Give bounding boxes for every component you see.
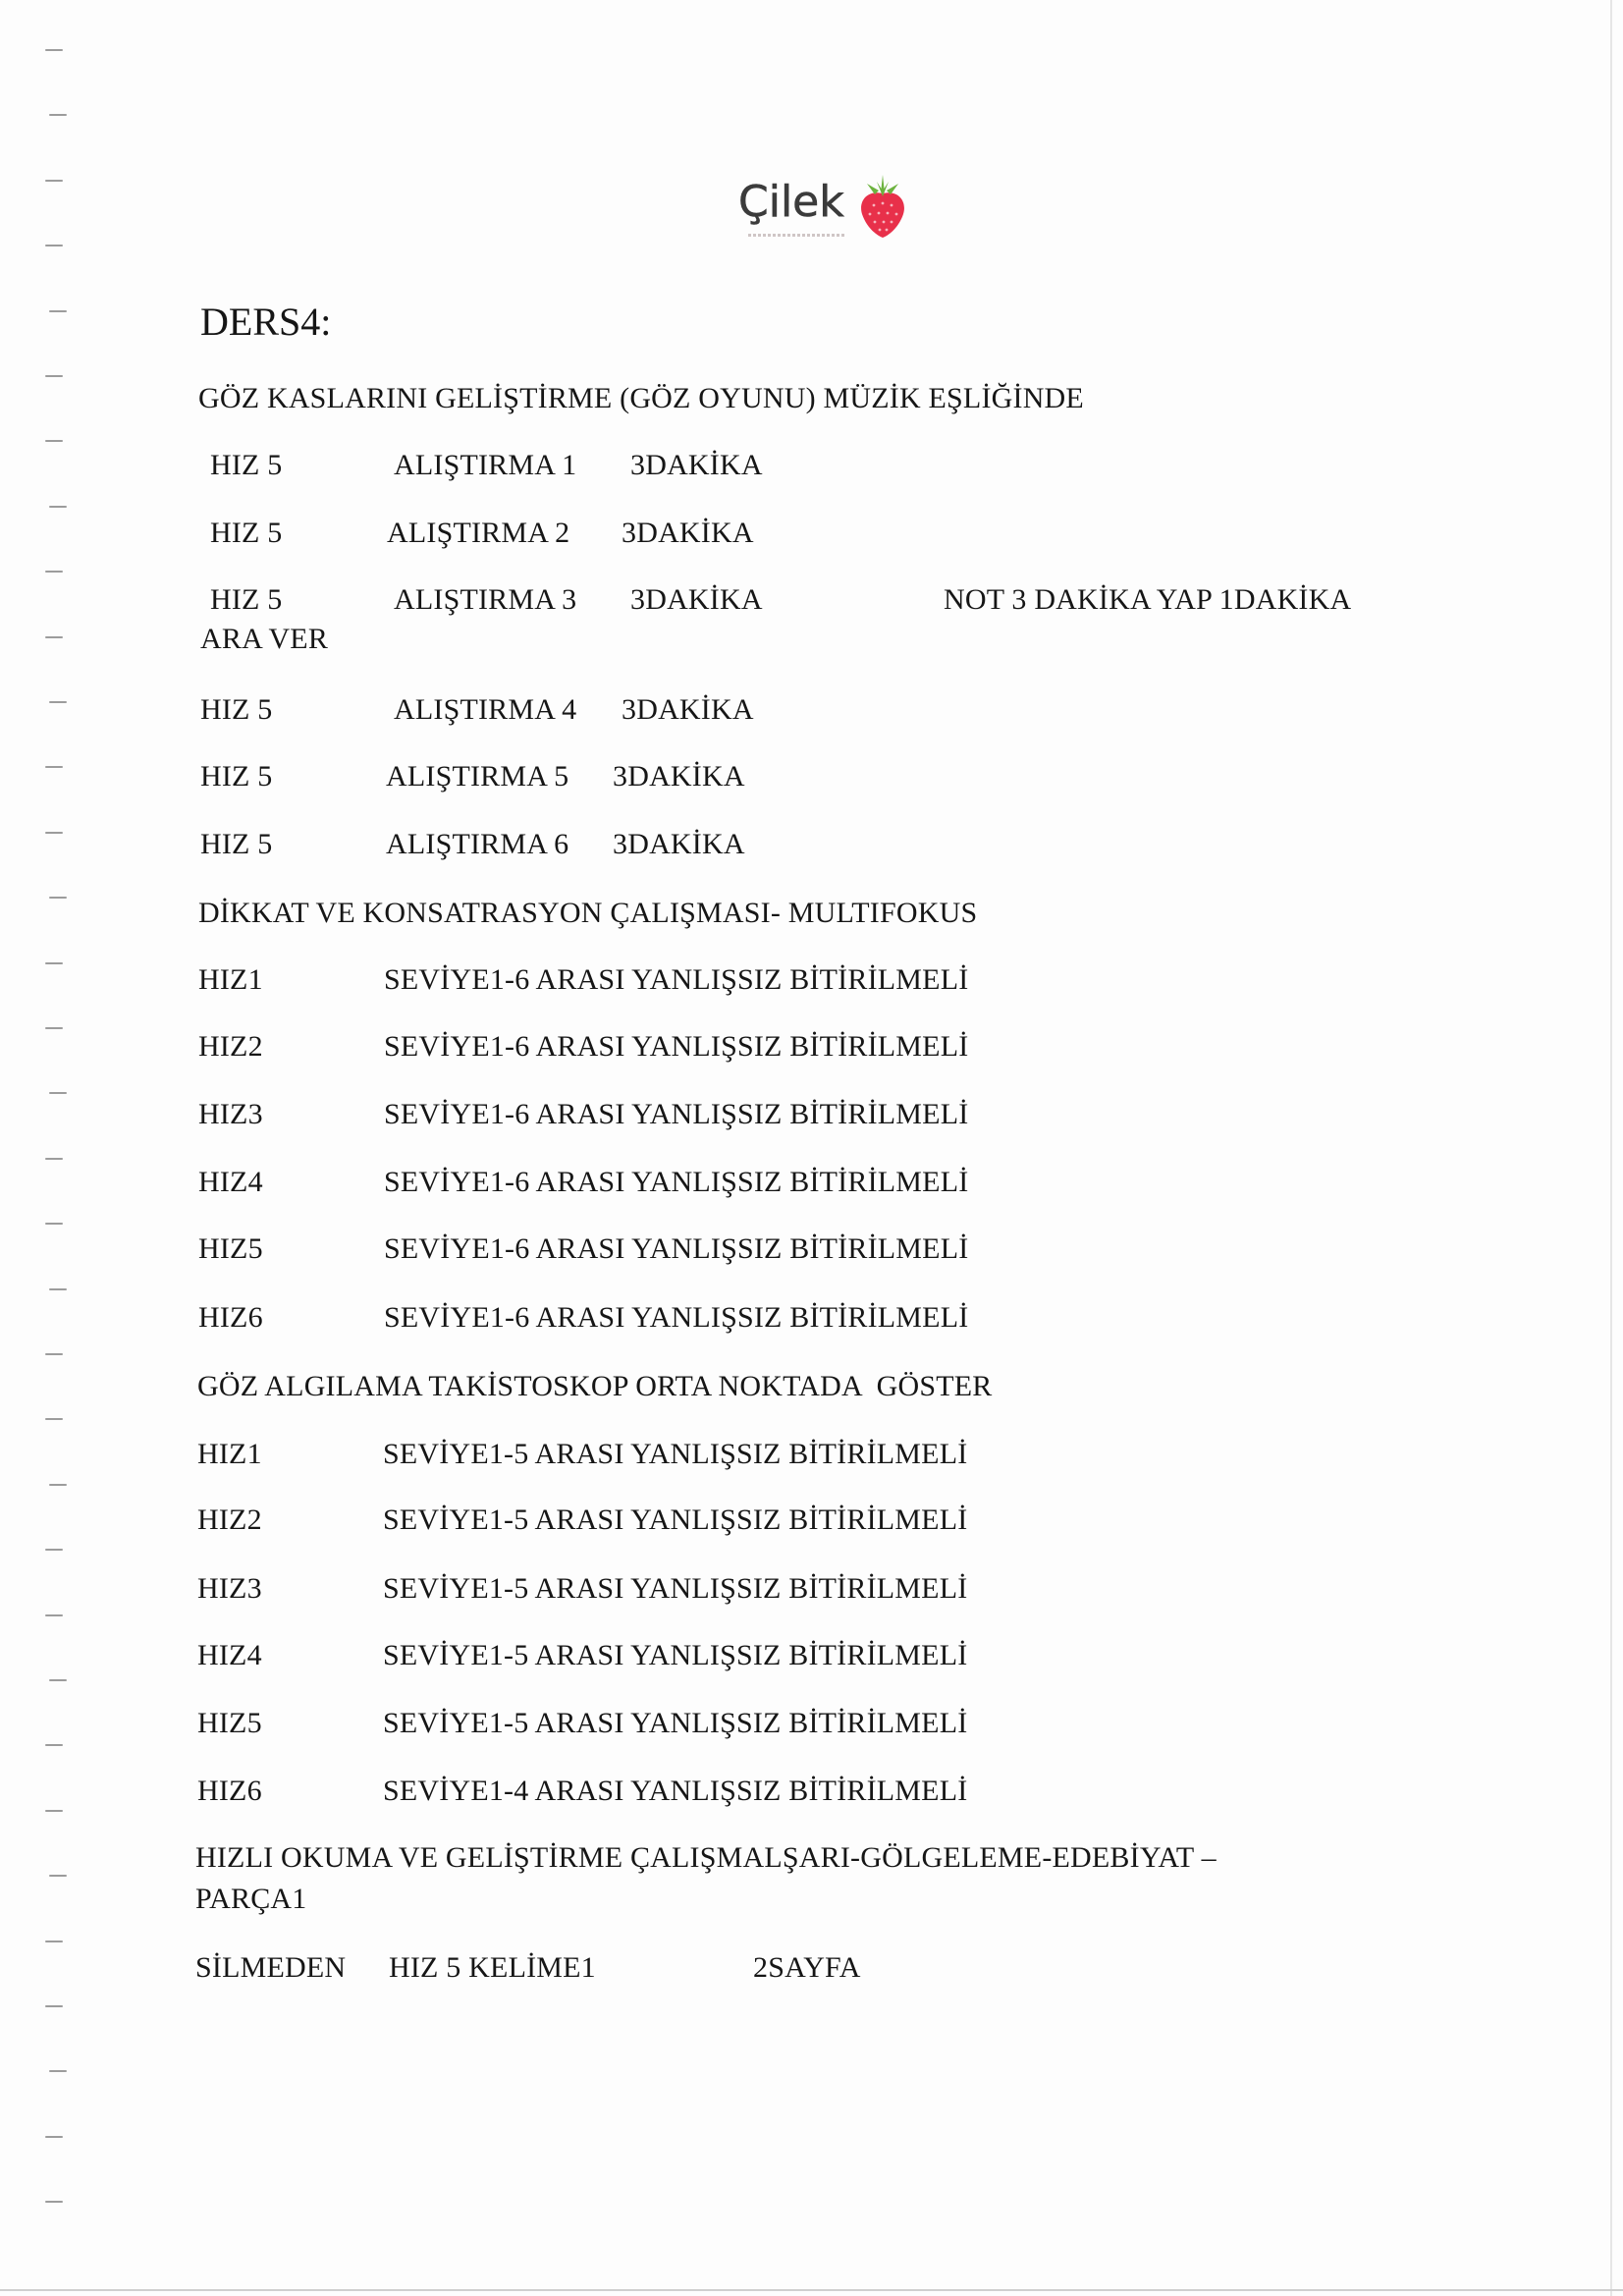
speed-label: HIZ2 — [198, 1030, 263, 1063]
duration-label: 3DAKİKA — [613, 828, 745, 860]
level-row — [0, 1098, 1623, 1131]
goal-label: SEVİYE1-6 ARASI YANLIŞSIZ BİTİRİLMELİ — [384, 1301, 969, 1334]
binding-mark — [45, 1941, 63, 1942]
goal-label: SEVİYE1-5 ARASI YANLIŞSIZ BİTİRİLMELİ — [383, 1639, 968, 1671]
goal-label: SEVİYE1-5 ARASI YANLIŞSIZ BİTİRİLMELİ — [383, 1707, 968, 1739]
level-row — [0, 1707, 1623, 1740]
level-row — [0, 963, 1623, 997]
binding-mark — [45, 2201, 63, 2203]
level-row — [0, 1232, 1623, 1266]
exercise-label: ALIŞTIRMA 4 — [394, 693, 577, 726]
goal-label: SEVİYE1-6 ARASI YANLIŞSIZ BİTİRİLMELİ — [384, 1232, 969, 1265]
exercise-row — [0, 449, 1623, 482]
speed-label: HIZ4 — [197, 1639, 262, 1671]
strawberry-icon — [856, 173, 909, 240]
speed-label: HIZ 5 — [210, 449, 283, 481]
break-note: NOT 3 DAKİKA YAP 1DAKİKA — [944, 583, 1352, 616]
level-row — [0, 1572, 1623, 1606]
goal-label: SEVİYE1-5 ARASI YANLIŞSIZ BİTİRİLMELİ — [383, 1572, 968, 1605]
speed-label: HIZ3 — [198, 1098, 263, 1130]
section-title: HIZLI OKUMA VE GELİŞTİRME ÇALIŞMALŞARI-GÖLGELEME-EDEBİYAT – — [195, 1841, 1217, 1874]
exercise-label: ALIŞTIRMA 6 — [386, 828, 569, 860]
binding-mark — [45, 440, 63, 442]
binding-mark — [45, 1744, 63, 1746]
binding-mark — [49, 506, 67, 508]
task-mode: SİLMEDEN — [195, 1951, 347, 1984]
binding-mark — [45, 375, 63, 377]
speed-label: HIZ 5 — [200, 693, 273, 726]
goal-label: SEVİYE1-5 ARASI YANLIŞSIZ BİTİRİLMELİ — [383, 1438, 968, 1470]
binding-mark — [49, 1092, 67, 1094]
speed-label: HIZ6 — [198, 1301, 263, 1334]
speed-label: HIZ3 — [197, 1572, 262, 1605]
exercise-label: ALIŞTIRMA 5 — [386, 760, 569, 793]
break-note-continued: ARA VER — [200, 623, 329, 655]
binding-mark — [49, 114, 67, 116]
level-row — [0, 1166, 1623, 1199]
exercise-label: ALIŞTIRMA 1 — [394, 449, 577, 481]
speed-label: HIZ 5 — [200, 828, 273, 860]
binding-mark — [45, 1614, 63, 1616]
exercise-label: ALIŞTIRMA 2 — [387, 517, 570, 549]
section-title: GÖZ KASLARINI GELİŞTİRME (GÖZ OYUNU) MÜZİK EŞLİĞİNDE — [198, 382, 1084, 414]
binding-mark — [45, 2005, 63, 2007]
binding-mark — [49, 897, 67, 899]
task-speed: HIZ 5 KELİME1 — [389, 1951, 596, 1984]
level-row — [0, 1775, 1623, 1808]
goal-label: SEVİYE1-6 ARASI YANLIŞSIZ BİTİRİLMELİ — [384, 1098, 969, 1130]
binding-mark — [45, 180, 63, 182]
binding-mark — [49, 1288, 67, 1290]
binding-mark — [45, 1353, 63, 1355]
binding-mark — [45, 1027, 63, 1029]
page-edge-bottom — [0, 2289, 1623, 2291]
goal-label: SEVİYE1-5 ARASI YANLIŞSIZ BİTİRİLMELİ — [383, 1503, 968, 1536]
exercise-row — [0, 583, 1623, 617]
exercise-row — [0, 828, 1623, 861]
binding-mark — [49, 2070, 67, 2072]
exercise-row — [0, 760, 1623, 793]
level-row — [0, 1301, 1623, 1335]
section-title: GÖZ ALGILAMA TAKİSTOSKOP ORTA NOKTADA GÖSTER — [197, 1370, 993, 1402]
reading-task-row — [0, 1951, 1623, 1985]
binding-mark — [49, 310, 67, 312]
speed-label: HIZ 5 — [210, 517, 283, 549]
binding-mark — [45, 1810, 63, 1812]
speed-label: HIZ2 — [197, 1503, 262, 1536]
goal-label: SEVİYE1-6 ARASI YANLIŞSIZ BİTİRİLMELİ — [384, 963, 969, 996]
binding-mark — [45, 1223, 63, 1225]
speed-label: HIZ 5 — [210, 583, 283, 616]
speed-label: HIZ 5 — [200, 760, 273, 793]
goal-label: SEVİYE1-4 ARASI YANLIŞSIZ BİTİRİLMELİ — [383, 1775, 968, 1807]
level-row — [0, 1438, 1623, 1471]
logo-wordmark: Çilek — [738, 177, 844, 227]
exercise-label: ALIŞTIRMA 3 — [394, 583, 577, 616]
level-row — [0, 1503, 1623, 1537]
section-title: DİKKAT VE KONSATRASYON ÇALIŞMASI- MULTIFOKUS — [198, 897, 978, 929]
speed-label: HIZ6 — [197, 1775, 262, 1807]
binding-mark — [45, 245, 63, 246]
duration-label: 3DAKİKA — [622, 693, 754, 726]
duration-label: 3DAKİKA — [630, 449, 763, 481]
binding-mark — [45, 1549, 63, 1551]
exercise-row — [0, 693, 1623, 727]
binding-mark — [45, 636, 63, 638]
exercise-row — [0, 517, 1623, 550]
goal-label: SEVİYE1-6 ARASI YANLIŞSIZ BİTİRİLMELİ — [384, 1030, 969, 1063]
goal-label: SEVİYE1-6 ARASI YANLIŞSIZ BİTİRİLMELİ — [384, 1166, 969, 1198]
level-row — [0, 1030, 1623, 1064]
task-amount: 2SAYFA — [753, 1951, 861, 1984]
duration-label: 3DAKİKA — [622, 517, 754, 549]
binding-mark — [45, 1158, 63, 1160]
speed-label: HIZ5 — [197, 1707, 262, 1739]
speed-label: HIZ1 — [197, 1438, 262, 1470]
logo-tagline — [748, 234, 846, 237]
speed-label: HIZ5 — [198, 1232, 263, 1265]
binding-mark — [45, 49, 63, 51]
binding-mark — [49, 1679, 67, 1681]
binding-mark — [49, 1875, 67, 1877]
duration-label: 3DAKİKA — [630, 583, 763, 616]
binding-mark — [45, 2136, 63, 2138]
section-title-continued: PARÇA1 — [195, 1883, 307, 1915]
duration-label: 3DAKİKA — [613, 760, 745, 793]
lesson-title: DERS4: — [200, 300, 332, 344]
level-row — [0, 1639, 1623, 1672]
binding-mark — [45, 1418, 63, 1420]
speed-label: HIZ4 — [198, 1166, 263, 1198]
binding-mark — [45, 571, 63, 573]
speed-label: HIZ1 — [198, 963, 263, 996]
binding-mark — [49, 1484, 67, 1486]
